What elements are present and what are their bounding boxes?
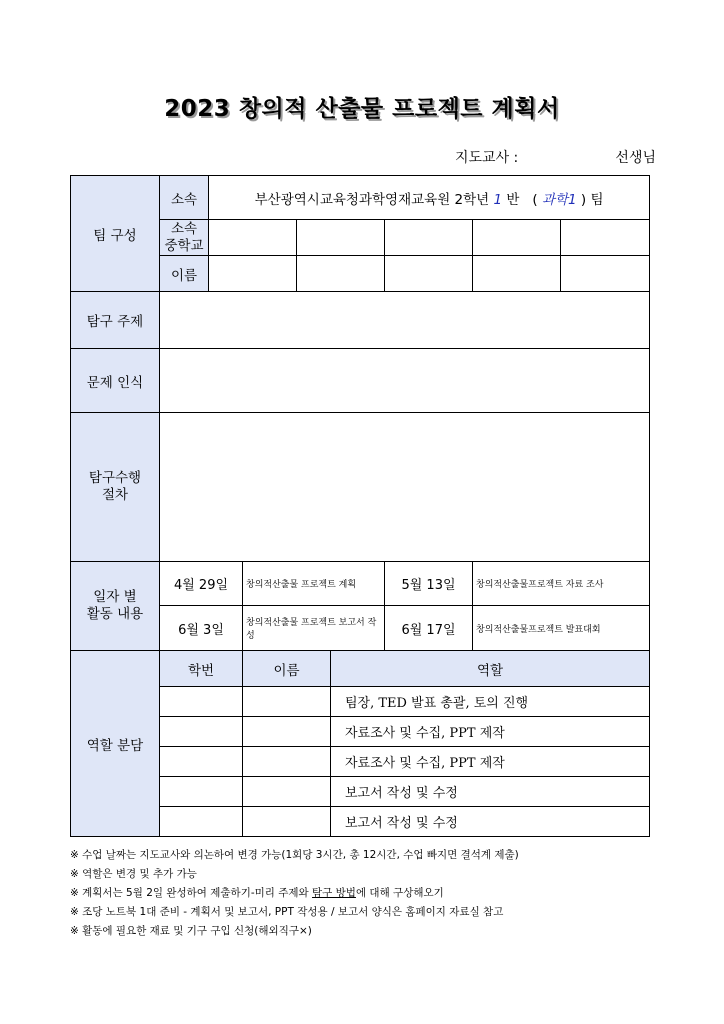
member-name-cell-5[interactable]	[561, 256, 650, 292]
schedule-label-line1: 일자 별	[93, 589, 137, 605]
problem-label: 문제 인식	[71, 349, 160, 413]
page-title: 2023 창의적 산출물 프로젝트 계획서	[164, 96, 560, 122]
roles-label: 역할 분담	[71, 651, 160, 837]
col-student-id: 학번	[160, 651, 243, 687]
col-name: 이름	[243, 651, 331, 687]
paren-open: (	[532, 191, 538, 208]
school-label-line2: 중학교	[164, 237, 204, 254]
schedule-date: 5월 13일	[385, 562, 473, 606]
teacher-label: 지도교사 :	[455, 150, 519, 166]
member-name-cell-4[interactable]	[473, 256, 561, 292]
team-name: 과학1	[541, 191, 577, 208]
note-text: ※ 계획서는 5월 2일 완성하여 제출하기-미리 주제와	[70, 887, 313, 899]
school-label	[160, 220, 209, 256]
role-student-id-cell[interactable]	[160, 717, 243, 747]
role-student-id-cell[interactable]	[160, 777, 243, 807]
role-description: 자료조사 및 수집, PPT 제작	[331, 747, 650, 777]
note-underlined-text: 탐구 방법	[312, 887, 356, 899]
role-student-id-cell[interactable]	[160, 747, 243, 777]
role-description: 보고서 작성 및 수정	[331, 777, 650, 807]
col-role: 역할	[331, 651, 650, 687]
problem-field[interactable]	[160, 349, 650, 413]
role-student-id-cell[interactable]	[160, 807, 243, 837]
role-description: 보고서 작성 및 수정	[331, 807, 650, 837]
paren-close: )	[580, 191, 587, 208]
procedure-label	[71, 413, 160, 562]
member-name-cell-3[interactable]	[385, 256, 473, 292]
schedule-activity: 창의적산출물 프로젝트 보고서 작성	[243, 606, 385, 651]
note-item: ※ 역할은 변경 및 추가 가능	[70, 868, 197, 880]
schedule-label	[71, 562, 160, 651]
note-item: ※ 수업 날짜는 지도교사와 의논하여 변경 가능(1회당 3시간, 총 12시간, 수업 빠지면 결석계 제출)	[70, 849, 519, 861]
name-label: 이름	[160, 256, 209, 292]
procedure-label-line1: 탐구수행	[88, 470, 142, 486]
plan-table	[70, 175, 650, 837]
team-suffix: 팀	[590, 191, 604, 208]
research-topic-field[interactable]	[160, 292, 650, 349]
note-item: ※ 활동에 필요한 재료 및 기구 구입 신청(해외직구×)	[70, 925, 312, 937]
school-cell-1[interactable]	[209, 220, 297, 256]
school-label-line1: 소속	[170, 220, 198, 237]
schedule-date: 6월 17일	[385, 606, 473, 651]
school-cell-5[interactable]	[561, 220, 650, 256]
schedule-label-line2: 활동 내용	[86, 606, 144, 622]
notes-section	[70, 846, 670, 941]
member-name-cell-1[interactable]	[209, 256, 297, 292]
schedule-activity: 창의적산출물프로젝트 발표대회	[473, 606, 650, 651]
school-cell-3[interactable]	[385, 220, 473, 256]
school-cell-4[interactable]	[473, 220, 561, 256]
procedure-field[interactable]	[160, 413, 650, 562]
role-name-cell[interactable]	[243, 747, 331, 777]
role-description: 팀장, TED 발표 총괄, 토의 진행	[331, 687, 650, 717]
schedule-activity: 창의적산출물프로젝트 자료 조사	[473, 562, 650, 606]
teacher-suffix: 선생님	[615, 150, 656, 166]
role-name-cell[interactable]	[243, 807, 331, 837]
role-name-cell[interactable]	[243, 777, 331, 807]
member-name-cell-2[interactable]	[297, 256, 385, 292]
schedule-date: 4월 29일	[160, 562, 243, 606]
affiliation-prefix: 부산광역시교육청과학영재교육원 2학년	[254, 191, 490, 208]
school-cell-2[interactable]	[297, 220, 385, 256]
note-item	[70, 884, 670, 903]
role-description: 자료조사 및 수집, PPT 제작	[331, 717, 650, 747]
note-text: 에 대해 구상해오기	[355, 887, 444, 899]
schedule-date: 6월 3일	[160, 606, 243, 651]
grade-number: 1	[493, 191, 503, 208]
note-item: ※ 조당 노트북 1대 준비 - 계획서 및 보고서, PPT 작성용 / 보고서 양식은 홈페이지 자료실 참고	[70, 906, 504, 918]
role-student-id-cell[interactable]	[160, 687, 243, 717]
procedure-label-line2: 절차	[101, 487, 129, 503]
team-header: 팀 구성	[71, 176, 160, 292]
research-topic-label: 탐구 주제	[71, 292, 160, 349]
affiliation-value	[209, 176, 650, 220]
role-name-cell[interactable]	[243, 717, 331, 747]
class-label: 반	[506, 191, 520, 208]
role-name-cell[interactable]	[243, 687, 331, 717]
affiliation-label: 소속	[160, 176, 209, 220]
schedule-activity: 창의적산출물 프로젝트 계획	[243, 562, 385, 606]
